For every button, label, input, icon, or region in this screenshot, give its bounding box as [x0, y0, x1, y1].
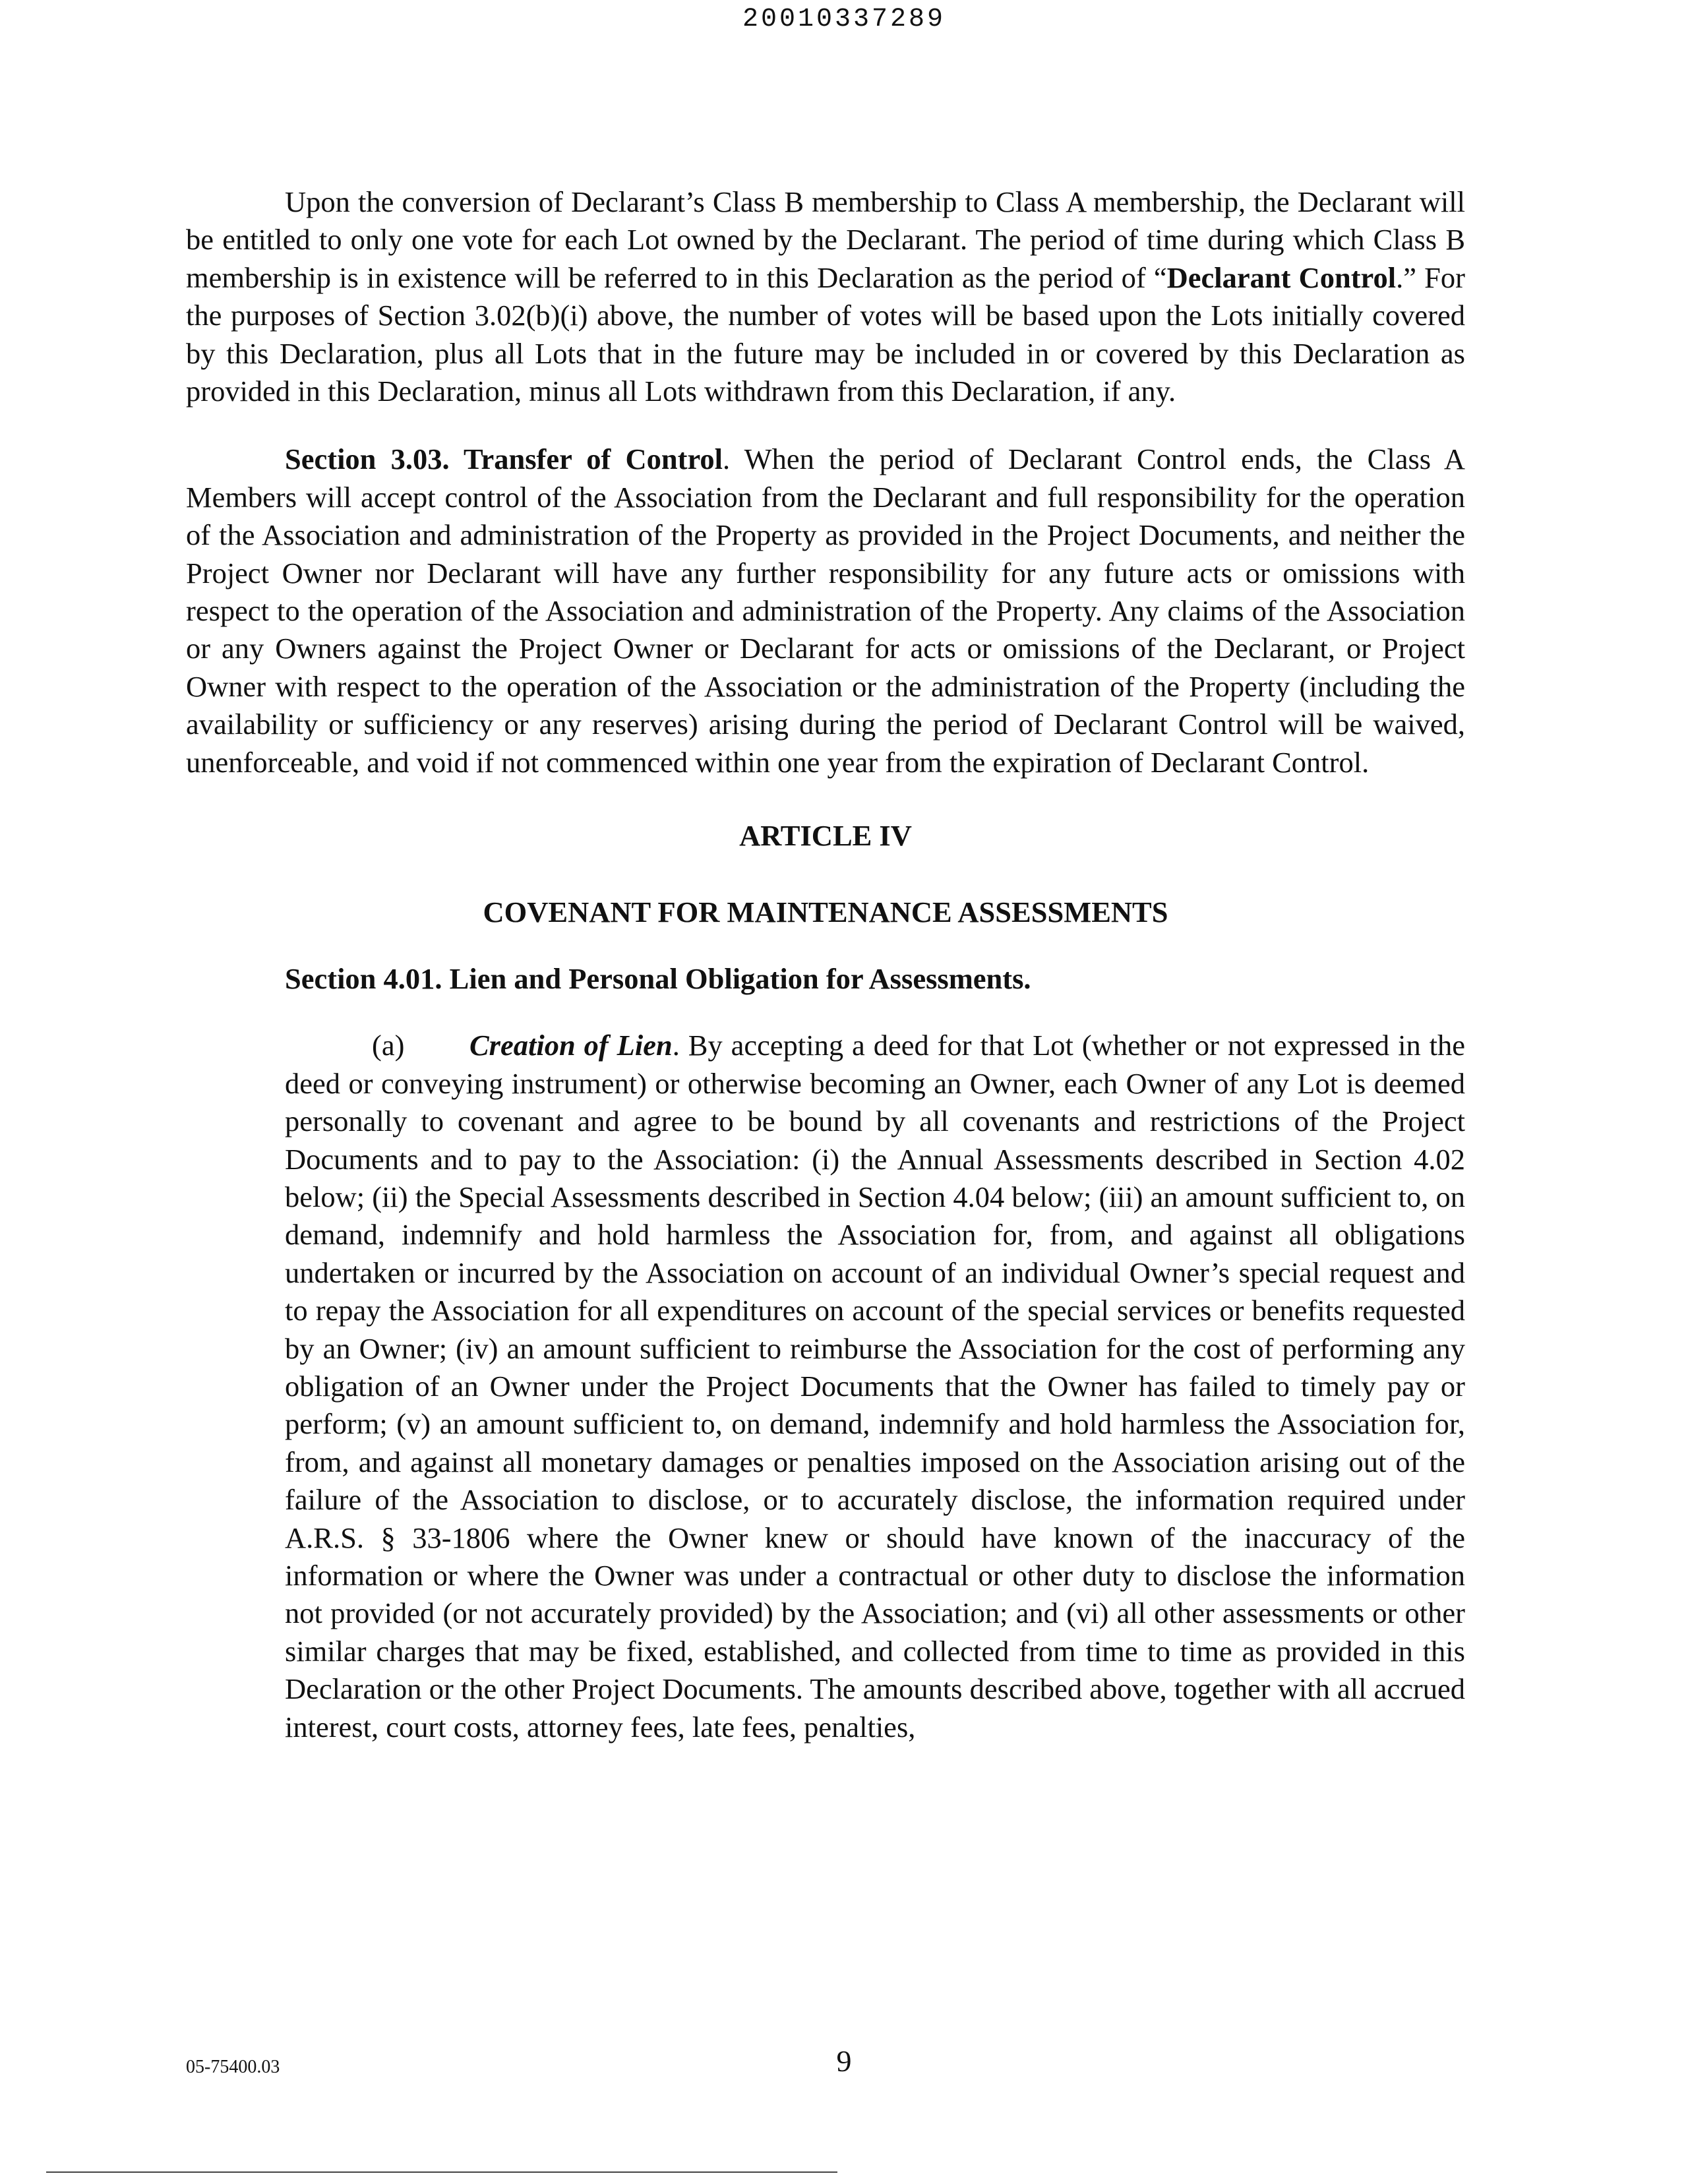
- paragraph-text: Upon the conversion of Declarant’s Class B membership to Class A membership, the Declarant will be entitled to only one vote for each Lot owned by the Declarant. The period of time during which Class B membership is in existence will be referred to in this Declaration as the period of “: [186, 185, 1465, 294]
- section-3-03-body: . When the period of Declarant Control ends, the Class A Members will accept control of the Association from the Declarant and full responsibility for the operation of the Association and administration of the Property as provided in the Project Documents, and neither the Project Owner nor Declarant will have any further responsibility for any future acts or omissions with respect to the operation of the Association and administration of the Property. Any claims of the Association or any Owners against the Project Owner or Declarant for acts or omissions of the Declarant, or Project Owner with respect to the operation of the Association or the administration of the Property (including the availability or sufficiency or any reserves) arising during the period of Declarant Control will be waived, unenforceable, and void if not commenced within one year from the expiration of Declarant Control.: [186, 442, 1465, 779]
- subsection-marker: (a): [372, 1029, 405, 1062]
- subsection-title: Creation of Lien: [469, 1029, 673, 1062]
- article-subtitle: COVENANT FOR MAINTENANCE ASSESSMENTS: [483, 895, 1168, 928]
- page-number: 9: [836, 2044, 852, 2078]
- section-3-03-title: Section 3.03. Transfer of Control: [285, 442, 723, 476]
- footer-document-reference: 05-75400.03: [186, 2057, 280, 2077]
- subsection-a-paragraph: [186, 1027, 1465, 1746]
- article-title: ARTICLE IV: [739, 819, 912, 853]
- document-body: [186, 183, 1465, 1746]
- section-4-01-title: Section 4.01. Lien and Personal Obligation for Assessments.: [285, 961, 1031, 995]
- section-3-03-paragraph: [186, 440, 1465, 781]
- paragraph-text: .” For the purposes of Section 3.02(b)(i) above, the number of votes will be based upon the Lots initially covered by this Declaration, plus all Lots that in the future may be included in or covered by this Declaration as provided in this Declaration, minus all Lots withdrawn from this Declaration, if any.: [186, 260, 1466, 408]
- scan-edge-line: [46, 2171, 837, 2173]
- subsection-body: . By accepting a deed for that Lot (whether or not expressed in the deed or conveying instrument) or otherwise becoming an Owner, each Owner of any Lot is deemed personally to covenant and agree to be bound by all covenants and restrictions of the Project Documents and to pay to the Association: (i) the Annual Assessments described in Section 4.02 below; (ii) the Special Assessments described in Section 4.04 below; (iii) an amount sufficient to, on demand, indemnify and hold harmless the Association for, from, and against all obligations undertaken or incurred by the Association on account of an individual Owner’s special request and to repay the Association for all expenditures on account of the special services or benefits requested by an Owner; (iv) an amount sufficient to reimburse the Association for the cost of performing any obligation of an Owner under the Project Documents that the Owner has failed to timely pay or perform; (v) an amount sufficient to, on demand, indemnify and hold harmless the Association for, from, and against all monetary damages or penalties imposed on the Association arising out of the failure of the Association to disclose, or to accurately disclose, the information required under A.R.S. § 33-1806 where the Owner knew or should have known of the inaccuracy of the information or where the Owner was under a contractual or other duty to disclose the information not provided (or not accurately provided) by the Association; and (vi) all other assessments or other similar charges that may be fixed, established, and collected from time to time as provided in this Declaration or the other Project Documents. The amounts described above, together with all accrued interest, court costs, attorney fees, late fees, penalties,: [285, 1029, 1465, 1744]
- defined-term-declarant-control: Declarant Control: [1166, 260, 1397, 294]
- paragraph-declarant-class-conversion: [186, 183, 1465, 410]
- document-number: 20010337289: [742, 5, 946, 34]
